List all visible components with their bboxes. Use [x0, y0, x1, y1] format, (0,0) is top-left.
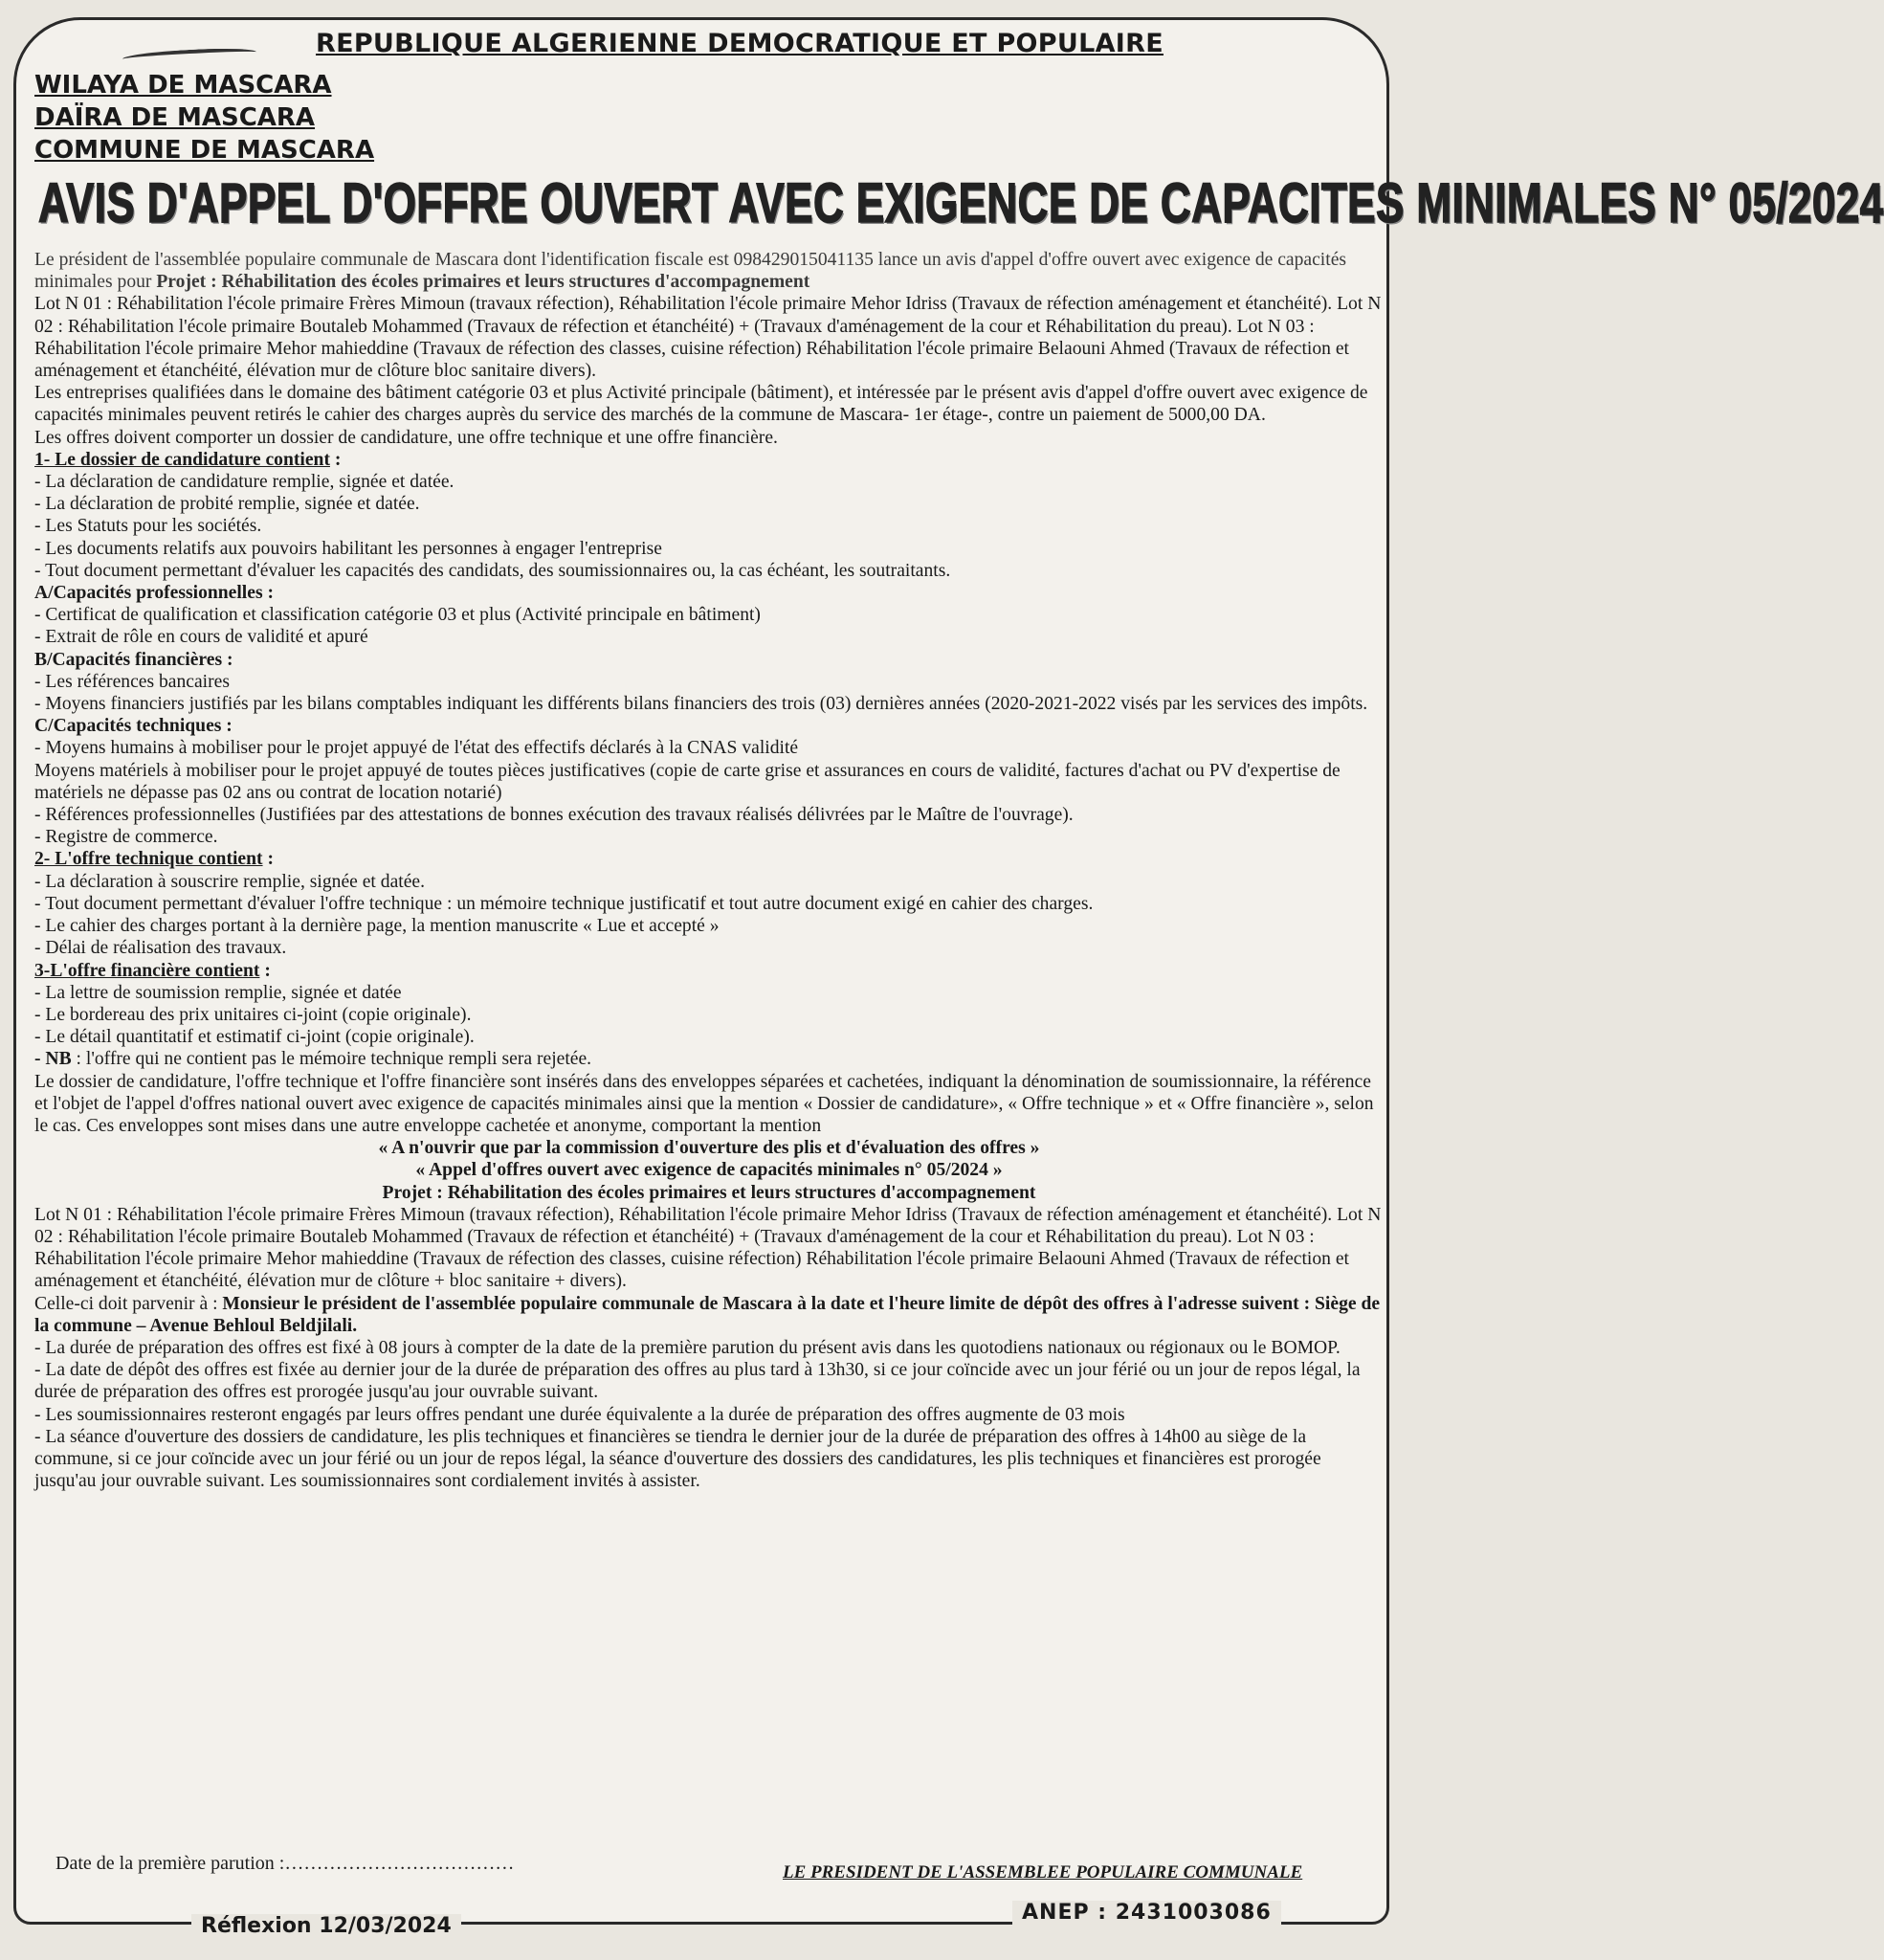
list-item: - Tout document permettant d'évaluer l'offre technique : un mémoire technique justificatif et tout autre document exigé en cahier des charges.: [34, 893, 1094, 914]
condition-item: - La séance d'ouverture des dossiers de candidature, les plis techniques et financières se tiendra le dernier jour de la durée de préparation des offres à 14h00 au siège de la commune, si ce jour coïncide avec un jour férié ou un jour de repos légal, la séance d'ouverture des dossiers des candidatures, les plis techniques et financières est prorogée jusqu'au jour ouvrable suivant. Les soumissionnaires sont cordialement invités à assister.: [34, 1426, 1321, 1492]
list-item: - Extrait de rôle en cours de validité et apuré: [34, 627, 368, 648]
lots-paragraph-2: Lot N 01 : Réhabilitation l'école primaire Frères Mimoun (travaux réfection), Réhabilitation l'école primaire Mehor Idriss (Travaux de réfection aménagement et étanchéité). Lot N 02 : Réhabilitation l'école primaire Boutaleb Mohammed (Travaux de réfection et étanchéité) + (Travaux d'aménagement de la cour et Réhabilitation du preau). Lot N 03 : Réhabilitation l'école primaire Mehor mahieddine (Travaux de réfection des classes, cuisine réfection) Réhabilitation l'école primaire Belaouni Ahmed (Travaux de réfection et aménagement et étanchéité, élévation mur de clôture + bloc sanitaire + divers).: [34, 1204, 1382, 1292]
envelopes-paragraph: Le dossier de candidature, l'offre technique et l'offre financière sont insérés dans des enveloppes séparées et cachetées, indiquant la dénomination de soumissionnaire, la référence et l'objet de l'appel d'offres national ouvert avec exigence de capacités minimales ainsi que la mention « Dossier de candidature», « Offre technique » et « Offre financière », selon le cas. Ces enveloppes sont mises dans une autre enveloppe cachetée et anonyme, comportant la mention: [34, 1071, 1374, 1136]
daira-line: DAÏRA DE MASCARA: [34, 103, 316, 132]
deliver-address: Monsieur le président de l'assemblée populaire communale de Mascara à la date et l'heure limite de dépôt des offres à l'adresse suivent : Siège de la commune – Avenue Behloul Beldjilali.: [34, 1293, 1381, 1336]
section3-colon: :: [259, 960, 271, 981]
list-item: - Certificat de qualification et classification catégorie 03 et plus (Activité principale en bâtiment): [34, 605, 761, 626]
list-item: - La déclaration de probité remplie, signée et datée.: [34, 494, 420, 515]
condition-item: - La durée de préparation des offres est fixé à 08 jours à compter de la date de la première parution du présent avis dans les quotodiens nationaux ou régionaux ou le BOMOP.: [34, 1337, 1341, 1358]
list-item: - Délai de réalisation des travaux.: [34, 938, 287, 959]
condition-item: - La date de dépôt des offres est fixée au dernier jour de la durée de préparation des offres au plus tard à 13h30, si ce jour coïncide avec un jour férié ou un jour de repos légal, la durée de préparation des offres est prorogée jusqu'au jour ouvrable suivant.: [34, 1360, 1361, 1403]
anep-reference: ANEP : 2431003086: [1012, 1901, 1281, 1925]
notice-body: [34, 249, 1384, 1492]
section2-heading-line: [34, 848, 1384, 870]
list-item: - La déclaration à souscrire remplie, signée et datée.: [34, 871, 426, 892]
section3-heading: 3-L'offre financière contient: [34, 960, 260, 981]
republic-header: REPUBLIQUE ALGERIENNE DEMOCRATIQUE ET POPULAIRE: [316, 29, 1164, 58]
list-item: - Moyens humains à mobiliser pour le projet appuyé de l'état des effectifs déclarés à la CNAS validité: [34, 738, 799, 759]
capB-heading: B/Capacités financières :: [34, 649, 233, 670]
capA-heading: A/Capacités professionnelles :: [34, 583, 274, 604]
deliver-lead: Celle-ci doit parvenir à :: [34, 1293, 223, 1314]
conditions-list: [34, 1337, 1384, 1492]
list-item: - Le cahier des charges portant à la dernière page, la mention manuscrite « Lue et accepté »: [34, 916, 720, 937]
capB-list: [34, 671, 1384, 715]
list-item: - La déclaration de candidature remplie, signée et datée.: [34, 472, 454, 493]
list-item: - La lettre de soumission remplie, signée et datée: [34, 982, 402, 1003]
lots-paragraph-1: Lot N 01 : Réhabilitation l'école primaire Frères Mimoun (travaux réfection), Réhabilitation l'école primaire Mehor Idriss (Travaux de réfection aménagement et étanchéité). Lot N 02 : Réhabilitation l'école primaire Boutaleb Mohammed (Travaux de réfection et étanchéité) + (Travaux d'aménagement de la cour et Réhabilitation du preau). Lot N 03 : Réhabilitation l'école primaire Mehor mahieddine (Travaux de réfection des classes, cuisine réfection) Réhabilitation l'école primaire Belaouni Ahmed (Travaux de réfection et aménagement et étanchéité, élévation mur de clôture bloc sanitaire divers).: [34, 294, 1382, 382]
condition-item: - Les soumissionnaires resteront engagés par leurs offres pendant une durée équivalente a la durée de préparation des offres augmente de 03 mois: [34, 1404, 1125, 1425]
capA-list: [34, 604, 1384, 648]
section1-colon: :: [329, 449, 342, 470]
commune-line: COMMUNE DE MASCARA: [34, 136, 375, 165]
first-publication-date: Date de la première parution :………………………………: [55, 1853, 515, 1874]
section2-colon: :: [262, 849, 274, 870]
list-item: Moyens matériels à mobiliser pour le projet appuyé de toutes pièces justificatives (copie de carte grise et assurances en cours de validité, factures d'achat ou PV d'expertise de matériels ne dépasse pas 02 ans ou contrat de location notarié): [34, 760, 1341, 803]
project-label: Projet : Réhabilitation des écoles primaires et leurs structures d'accompagnement: [156, 272, 810, 293]
list-item: - Les Statuts pour les sociétés.: [34, 516, 262, 537]
notice-title: AVIS D'APPEL D'OFFRE OUVERT AVEC EXIGENCE DE CAPACITES MINIMALES N° 05/2024: [38, 172, 1884, 234]
section1-heading-line: [34, 449, 1384, 471]
list-item: - Références professionnelles (Justifiées par des attestations de bonnes exécution des travaux réalisés délivrées par le Maître de l'ouvrage).: [34, 805, 1074, 826]
capC-list: [34, 737, 1384, 848]
list-item: - Registre de commerce.: [34, 827, 218, 848]
section2-heading: 2- L'offre technique contient: [34, 849, 263, 870]
president-signature: LE PRESIDENT DE L'ASSEMBLEE POPULAIRE COMMUNALE: [783, 1862, 1303, 1882]
capC-heading: C/Capacités techniques :: [34, 716, 233, 737]
section3-list: [34, 982, 1384, 1071]
list-item: - Le bordereau des prix unitaires ci-joint (copie originale).: [34, 1004, 472, 1025]
offers-paragraph: Les offres doivent comporter un dossier de candidature, une offre technique et une offre financière.: [34, 427, 778, 448]
list-item: - Moyens financiers justifiés par les bilans comptables indiquant les différents bilans financiers des trois (03) dernières années (2020-2021-2022 visés par les services des impôts.: [34, 694, 1368, 715]
list-item: - Les documents relatifs aux pouvoirs habilitant les personnes à engager l'entreprise: [34, 538, 662, 559]
nb-label: - NB: [34, 1049, 72, 1070]
nb-text: : l'offre qui ne contient pas le mémoire technique rempli sera rejetée.: [71, 1049, 592, 1070]
intro-text: Le président de l'assemblée populaire communale de Mascara dont l'identification fiscale est 098429015041135 lance un avis d'appel d'offre ouvert avec exigence de capacités minimales pour: [34, 250, 1347, 293]
intro-paragraph: [34, 249, 1384, 293]
newspaper-reference: Réflexion 12/03/2024: [191, 1914, 461, 1938]
nb-note: [34, 1048, 1384, 1070]
deliver-paragraph: [34, 1293, 1384, 1337]
list-item: - Le détail quantitatif et estimatif ci-joint (copie originale).: [34, 1027, 475, 1048]
centered-mention-1: « A n'ouvrir que par la commission d'ouverture des plis et d'évaluation des offres »: [378, 1138, 1040, 1159]
list-item: - Les références bancaires: [34, 671, 230, 692]
qualified-paragraph: Les entreprises qualifiées dans le domaine des bâtiment catégorie 03 et plus Activité principale (bâtiment), et intéressée par le présent avis d'appel d'offre ouvert avec exigence de capacités minimales peuvent retirés le cahier des charges auprès du service des marchés de la commune de Mascara- 1er étage-, contre un paiement de 5000,00 DA.: [34, 383, 1368, 426]
section2-list: [34, 871, 1384, 960]
section3-heading-line: [34, 960, 1384, 982]
wilaya-line: WILAYA DE MASCARA: [34, 71, 332, 100]
section1-heading: 1- Le dossier de candidature contient: [34, 449, 330, 470]
section1-list: [34, 471, 1384, 582]
centered-project: Projet : Réhabilitation des écoles primaires et leurs structures d'accompagnement: [382, 1182, 1036, 1203]
administration-block: [34, 69, 374, 167]
centered-mention-2: « Appel d'offres ouvert avec exigence de capacités minimales n° 05/2024 »: [415, 1160, 1003, 1181]
list-item: - Tout document permettant d'évaluer les capacités des candidats, des soumissionnaires ou, la cas échéant, les soutraitants.: [34, 560, 951, 581]
